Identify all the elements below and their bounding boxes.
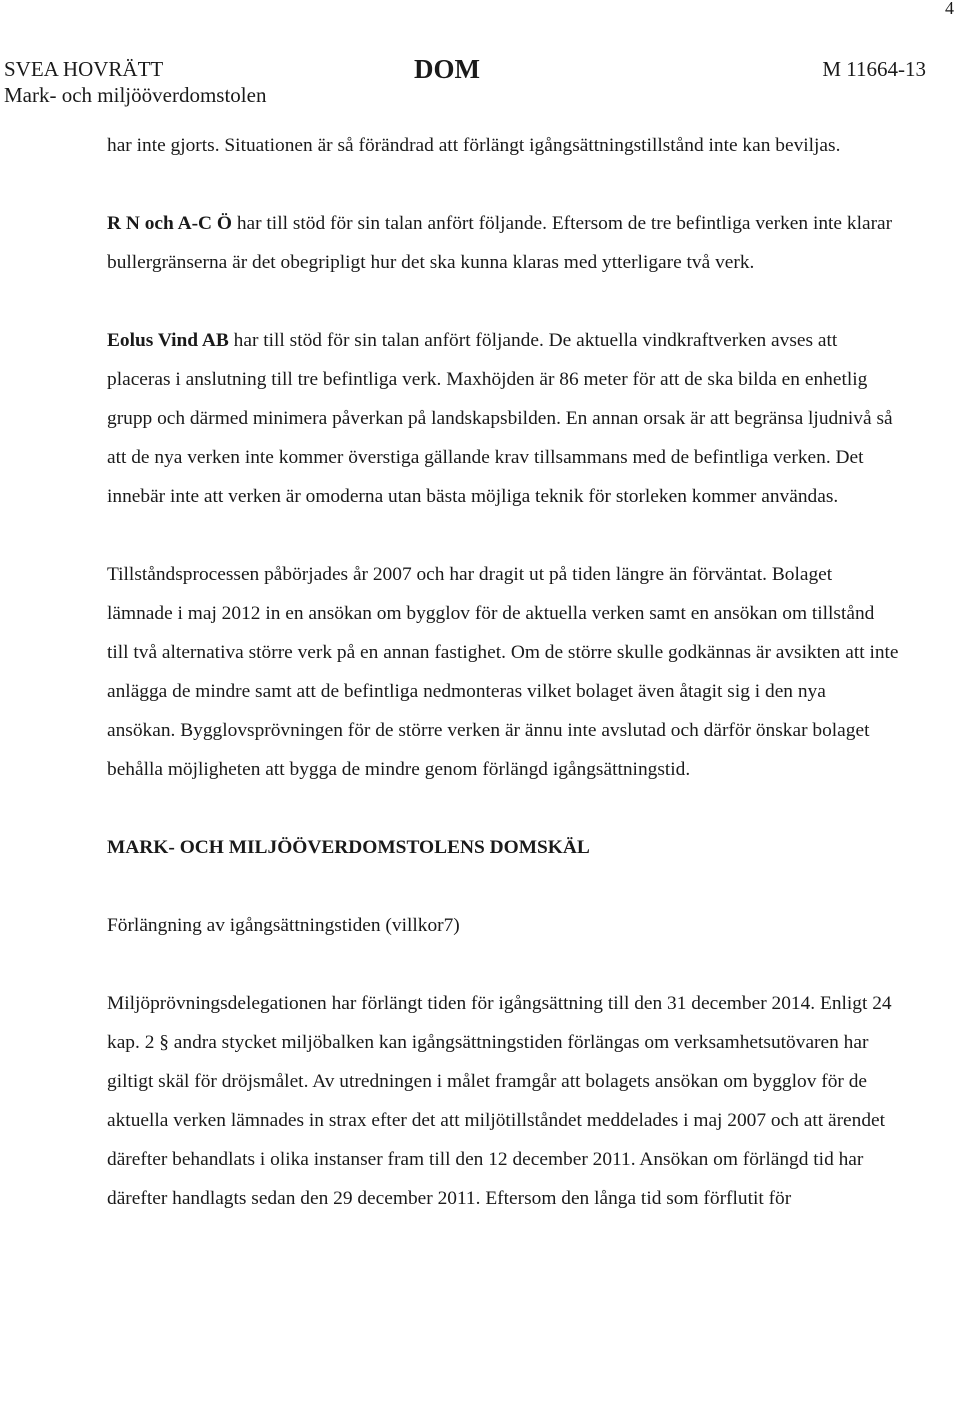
court-name (4, 56, 266, 108)
document-header (4, 52, 926, 108)
document-type: DOM (414, 54, 480, 84)
party-name-appellants: R N och A-C Ö (107, 213, 232, 234)
paragraph-2-text: har till stöd för sin talan anfört följande. Eftersom de tre befintliga verken inte klarar bullergränserna är det obegripligt hur det ska kunna klaras med ytterligare två verk. (107, 213, 893, 273)
paragraph-2 (107, 204, 899, 282)
court-name-line1: SVEA HOVRÄTT (4, 57, 164, 81)
party-name-company: Eolus Vind AB (107, 330, 229, 351)
section-title: MARK- OCH MILJÖÖVERDOMSTOLENS DOMSKÄL (107, 837, 590, 858)
court-name-line2: Mark- och miljööverdomstolen (4, 83, 267, 107)
paragraph-3-text: har till stöd för sin talan anfört följande. De aktuella vindkraftverken avses att placeras i anslutning till tre befintliga verk. Maxhöjden är 86 meter för att de ska bilda en enhetlig grupp och därmed minimera påverkan på landskapsbilden. En annan orsak är att begränsa ljudnivå så att de nya verken inte kommer överstiga gällande krav tillsammans med de befintliga verken. Det innebär inte att verken är omoderna utan bästa möjliga teknik för storleken kommer användas. (107, 330, 893, 507)
page-number: 4 (945, 0, 954, 18)
paragraph-4: Tillståndsprocessen påbörjades år 2007 och har dragit ut på tiden längre än förväntat. Bolaget lämnade i maj 2012 in en ansökan om bygglov för de aktuella verken samt en ansökan om tillstånd till två alternativa större verk på en annan fastighet. Om de större skulle godkännas är avsikten att inte anlägga de mindre samt att de befintliga nedmonteras vilket bolaget även åtagit sig i den nya ansökan. Bygglovsprövningen för de större verken är ännu inte avslutad och därför önskar bolaget behålla möjligheten att bygga de mindre genom förlängd igångsättningstid. (107, 564, 899, 780)
paragraph-1: har inte gjorts. Situationen är så förändrad att förlängt igångsättningstillstånd inte kan beviljas. (107, 135, 841, 156)
paragraph-5: Miljöprövningsdelegationen har förlängt tiden för igångsättning till den 31 december 2014. Enligt 24 kap. 2 § andra stycket miljöbalken kan igångsättningstiden förlängas om verksamhetsutövaren har giltigt skäl för dröjsmålet. Av utredningen i målet framgår att bolagets ansökan om bygglov för de aktuella verken lämnades in strax efter det att miljötillståndet meddelades i maj 2007 och att ärendet därefter behandlats i olika instanser fram till den 12 december 2011. Ansökan om förlängd tid har därefter handlagts sedan den 29 december 2011. Eftersom den långa tid som förflutit för (107, 993, 892, 1209)
document-body (107, 126, 899, 1218)
case-number: M 11664-13 (822, 57, 926, 81)
sub-title: Förlängning av igångsättningstiden (villkor7) (107, 915, 460, 936)
paragraph-3 (107, 321, 899, 516)
